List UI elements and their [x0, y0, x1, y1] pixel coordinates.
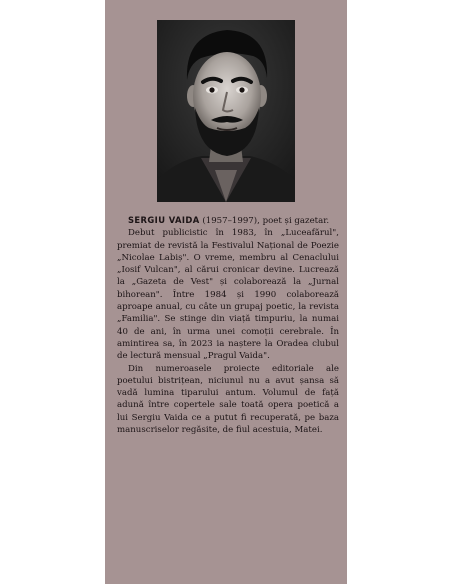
bio-paragraph-2: Din numeroasele proiecte editoriale ale poetului bistrițean, niciunul nu a avut șansa să vadă lumina tiparului antum. Volumul de față adună între copertele sale toată opera poetică a lui Sergiu Vaida ce a putut fi recuperată, pe baza manuscriselor regăsite, de fiul acestuia, Matei. [117, 363, 339, 436]
cover-flap-panel [105, 0, 347, 584]
author-portrait [157, 20, 295, 202]
author-dates: (1957–1997), poet și gazetar. [199, 216, 330, 226]
bio-intro [117, 214, 339, 227]
author-portrait-image [157, 20, 295, 202]
author-bio [117, 214, 339, 436]
bio-paragraph-1: Debut publicistic în 1983, în „Luceafărul", premiat de revistă la Festivalul Național de Poezie „Nicolae Labiș". O vreme, membru al Cenaclului „Iosif Vulcan", al cărui cronicar devine. Lucrează la „Gazeta de Vest" și colaborează la „Jurnal bihorean". Între 1984 și 1990 colaborează aproape anual, cu câte un grupaj poetic, la revista „Familia". Se stinge din viață timpuriu, la numai 40 de ani, în urma unei comoții cerebrale. În amintirea sa, în 2023 ia naștere la Oradea clubul de lectură mensual „Pragul Vaida". [117, 228, 339, 362]
author-name: SERGIU VAIDA [128, 215, 200, 225]
